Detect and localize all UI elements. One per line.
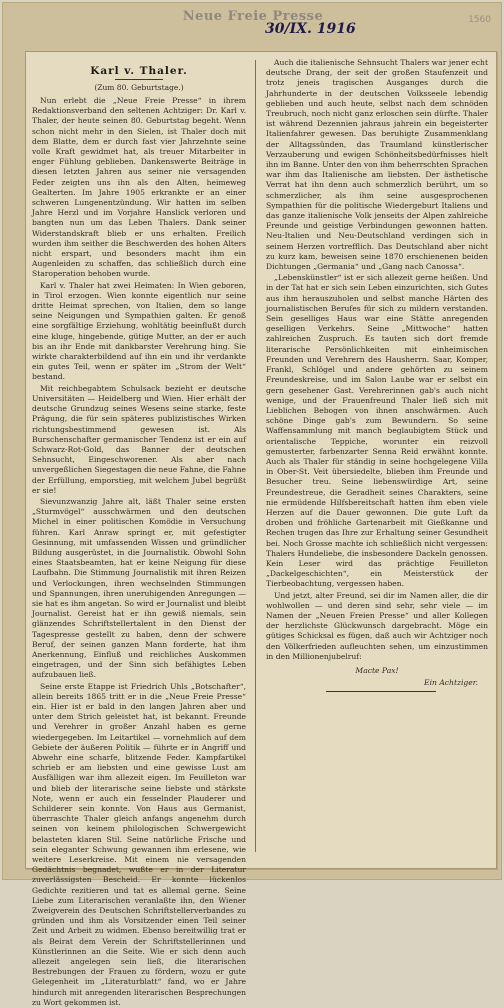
article-subtitle: (Zum 80. Geburtstage.) [94, 83, 184, 92]
closing-phrase: Macte Pax! [355, 665, 399, 675]
column-divider [255, 60, 256, 852]
right-column [266, 58, 488, 864]
title-rule [115, 79, 163, 80]
paragraph: Seine erste Etappe ist Friedrich Uhls „Botschafter“, allein bereits 1865 tritt er in die „Neue Freie Presse“ ein. Hier ist er bald in den langen Jahren aber und unter dem Strich geleistet hat, ist bekannt. Freunde und Verehrer in großer Anzahl haben es gerne wiedergegeben. Im Leitartikel — vornehmlich auf dem Gebiete der äußeren Politik — führte er in Angriff und Abwehr eine scharfe, blitzende Feder. Kampfartikel schrieb er am liebsten und eine gewisse Lust am Ausfälligen war ihm allezeit eigen. Im Feuilleton war und blieb der literarische seine liebste und stärkste Note, wenn er auch ein fesselnder Plauderer und Schilderer sein konnte. Von Haus aus Germanist, überraschte Thaler gleich anfangs angenehm durch seinen von keinem philologischen Schwergewicht belasteten klaren Stil. Seine natürliche Frische und sein eleganter Schwung gewannen ihm erlesene, wie weitere Leserkreise. Mit einem nie versagenden Gedächtnis begnadet, wußte er in der Literatur zuverlässigsten Bescheid. Er konnte lückenlos Gedichte rezitieren und tat es allemal gerne. Seine Liebe zum Literarischen veranlaßte ihn, den Wiener Zweigverein des Deutschen Schriftstellerverbandes zu gründen und ihm als Vorsitzender einen Teil seiner Zeit und Arbeit zu widmen. Ebenso bereitwillig trat er als Beirat dem Verein der Schriftstellerinnen und Künstlerinnen an die Seite. Wie er sich denn auch allezeit angelegen sein ließ, die literarischen Bestrebungen der Frauen zu fördern, wozu er gute Gelegenheit im „Literaturblatt“ fand, wo er Jahre hindurch mit anregenden literarischen Besprechungen zu Wort gekommen ist. [32, 681, 246, 1007]
paragraph: Sievunzwanzig Jahre alt, läßt Thaler seine ersten „Sturmvögel“ ausschwärmen und den deutschen Michel in einer politischen Komödie in Versuchung führen. Karl Anraw springt er, mit gefestigter Gesinnung, mit umfassenden Wissen und gründlicher Bildung ausgerüstet, in die Journalistik. Obwohl Sohn eines Staatsbeamten, hat er keine Neigung für diese Laufbahn. Die Stimmung Journalistik mit ihren Reizen und Verlockungen, ihren wechselnden Stimmungen und Spannungen, ihren uneruhigenden Anregungen — sie hat es ihm angetan. So wird er Journalist und bleibt Journalist. Gereist hat er ihn gewiß niemals, sein glänzendes Schriftstellertalent in den Dienst der Tagespresse gestellt zu haben, denn der schwere Beruf, der seinen ganzen Mann forderte, hat ihm Anerkennung, Einfluß und reichliches Auskommen eingetragen, und der Sinn sich befähigtes Leben aufzubauen ließ. [32, 496, 246, 680]
newspaper-clipping [25, 51, 497, 1007]
article-title: Karl v. Thaler. [90, 65, 188, 77]
handwritten-date: 30/IX. 1916 [265, 21, 356, 37]
newspaper-masthead: Neue Freie Presse [182, 9, 324, 24]
archive-sheet [2, 2, 502, 1007]
paragraph: Mit reichbegabtem Schulsack bezieht er deutsche Universitäten — Heidelberg und Wien. Hier erhält der deutsche Grundzug seines Wesens seine starke, feste Prägung, die für sein späteres publizistisches Wirken richtungsbestimmend gewesen ist. Als Burschenschafter germanischer Tendenz ist er ein auf Schwarz-Rot-Gold, das Banner der deutschen Sehnsucht, Eingeschworener. Als aber nach unvergeßlichen Siegestagen die neue Fahne, die Fahne der Erfüllung, emporstieg, mit welchem Jubel begrüßt er sie! [32, 383, 246, 495]
paragraph: Und jetzt, alter Freund, sei dir im Namen aller, die dir wohlwollen — und deren sind sehr, sehr viele — im Namen der „Neuen Freien Presse“ und aller Kollegen der herzlichste Glückwunsch dargebracht. Möge ein gütiges Schicksal es fügen, daß auch wir Achtziger noch den Völkerfrieden aufleuchten sehen, um einzustimmen in den Millionenjubelruf: [266, 590, 488, 661]
paragraph: Karl v. Thaler hat zwei Heimaten: In Wien geboren, in Tirol erzogen. Wien konnte eigentlich nur seine dritte Heimat sprechen, von Italien, dem so lange seine Neigungen und Sympathien galten. Er genoß eine sorgfältige Erziehung, wohltätig beeinflußt durch eine kluge, hingebende, gütige Mutter, an der er auch bis an ihr Ende mit dankbarster Verehrung hing. Sie wirkte charakterbildend auf ihn ein und ihr verdankte ein gutes Teil, wenn er später im „Strom der Welt“ bestand. [32, 280, 246, 382]
paragraph: Nun erlebt die „Neue Freie Presse“ in ihrem Redaktionsverband den seltenen Achtziger: Dr. Karl v. Thaler, der heute seinen 80. Geburtstag begeht. Wenn schon nicht mehr in den Sielen, ist Thaler doch mit dem Blatte, dem er durch fast vier Jahrzehnte seine volle Kraft gewidmet hat, als treuer Mitarbeiter in enger Fühlung geblieben. Dankenswerte Beiträge in diesen letzten Jahren aus seiner nie versagenden Feder zeigten uns ihn als den Alten, heimeweg Gealterten. Im Jahre 1905 erkrankte er an einer schweren Lungenentzündung. Wir hatten im selben Jahre Herzl und im Vorjahre Hanslick verloren und bangten nun um das Leben Thalers. Dank seiner Widerstandskraft blieb er uns erhalten. Freilich wurden ihm seither die Beschwerden des hohen Alters nicht erspart, und besonders macht ihm ein Augenleiden zu schaffen, das schließlich durch eine Staroperation behoben wurde. [32, 96, 246, 279]
end-rule [326, 691, 436, 692]
paragraph: „Lebenskünstler“ ist er sich allezeit gerne heißen. Und in der Tat hat er sich sein Leben einzurichten, sich Gutes aus ihm herauszuholen und selbst manche Härten des journalistischen Berufes für sich zu mildern verstanden. Sein geselliges Haus war eine Stätte anregenden geselligen Verkehrs. Seine „Mittwoche“ hatten zahlreichen Zuspruch. Es tauten sich dort fremde literarische Persönlichkeiten mit einheimischen Freunden und Verehrern des Hausherrn. Saar, Komper, Frankl, Schlögel und andere gehörten zu seinem Freundeskreise, und im Salon Laube war er selbst ein gern gesehener Gast. Verehrerinnen gab's auch nicht wenige, und der Frauenfreund Thaler ließ sich mit Lieblichen Bebogen von ihnen anschwärmen. Auch schöne Dinge gab's zum Bewundern. So seine Waffensammlung mit manch beglaubigtem Stück und orientalische Teppiche, worunter ein reizvoll gemusterter, farbenzarter Senna Reid erwähnt konnte. Auch als Thaler für ständig in seine hochgelegene Villa in Ober-St. Veit übersiedelte, blieben ihm Freunde und Besucher treu. Seine liebenswürdige Art, seine Freundestreue, die Geradheit seines Charakters, seine nie ermüdende Hilfsbereitschaft hatten ihm eben viele Herzen auf die Dauer gewonnen. Die gute Luft da droben und fröhliche Gartenarbeit mit Gießkanne und Rechen trugen das Ihre zur Erhaltung seiner Gesundheit bei. Noch Grosse machte ich schließlich nicht vergessen: Thalers Hundeliebe, die insbesondere Dackeln genossen. Kein Leser wird das prächtige Feuilleton „Dackelgeschichten“, ein Meisterstück der Tierbeobachtung, vergessen haben. [266, 273, 488, 589]
paragraph: Auch die italienische Sehnsucht Thalers war jener echt deutsche Drang, der seit der großen Staufenzeit und trotz jeneis tragischen Ausganges durch die Jahrhunderte in der deutschen Volksseele lebendig geblieben und auch heute, selbst nach dem schnöden Treubruch, noch nicht ganz erloschen sein dürfte. Thaler ist während Dezennien jahraus jahrein ein begeisterter Italienfahrer gewesen. Das beruhigte Zusammenklang der Alltagssünden, das Traumland künstlerischer Verzauberung und ewigen Schönheitsbedürfnisses hielt ihn im Banne. Unter den von ihm beherrschten Sprachen war ihm das Italienische am liebsten. Der ästhetische Verrat hat ihn denn auch schmerzlich berührt, um so schmerzlicher, als ihm seine ausgesprochenen Sympathien für die politische Wiedergeburt Italiens und das ganze italienische Volk jenseits der Alpen zahlreiche Freunde und geistige Verbindungen gewonnen hatten. Neu-Italien und Neu-Deutschland verdingen sich in seinem Herzen vortrefflich. Das Deutschland aber nicht zu kurz kam, beweisen seine 1870 erschienenen beiden Dichtungen „Germania“ und „Gang nach Canossa“. [266, 58, 488, 272]
author-signature: Ein Achtziger. [424, 678, 478, 688]
left-column [32, 58, 246, 1007]
pencil-note: 1560 [468, 15, 491, 25]
